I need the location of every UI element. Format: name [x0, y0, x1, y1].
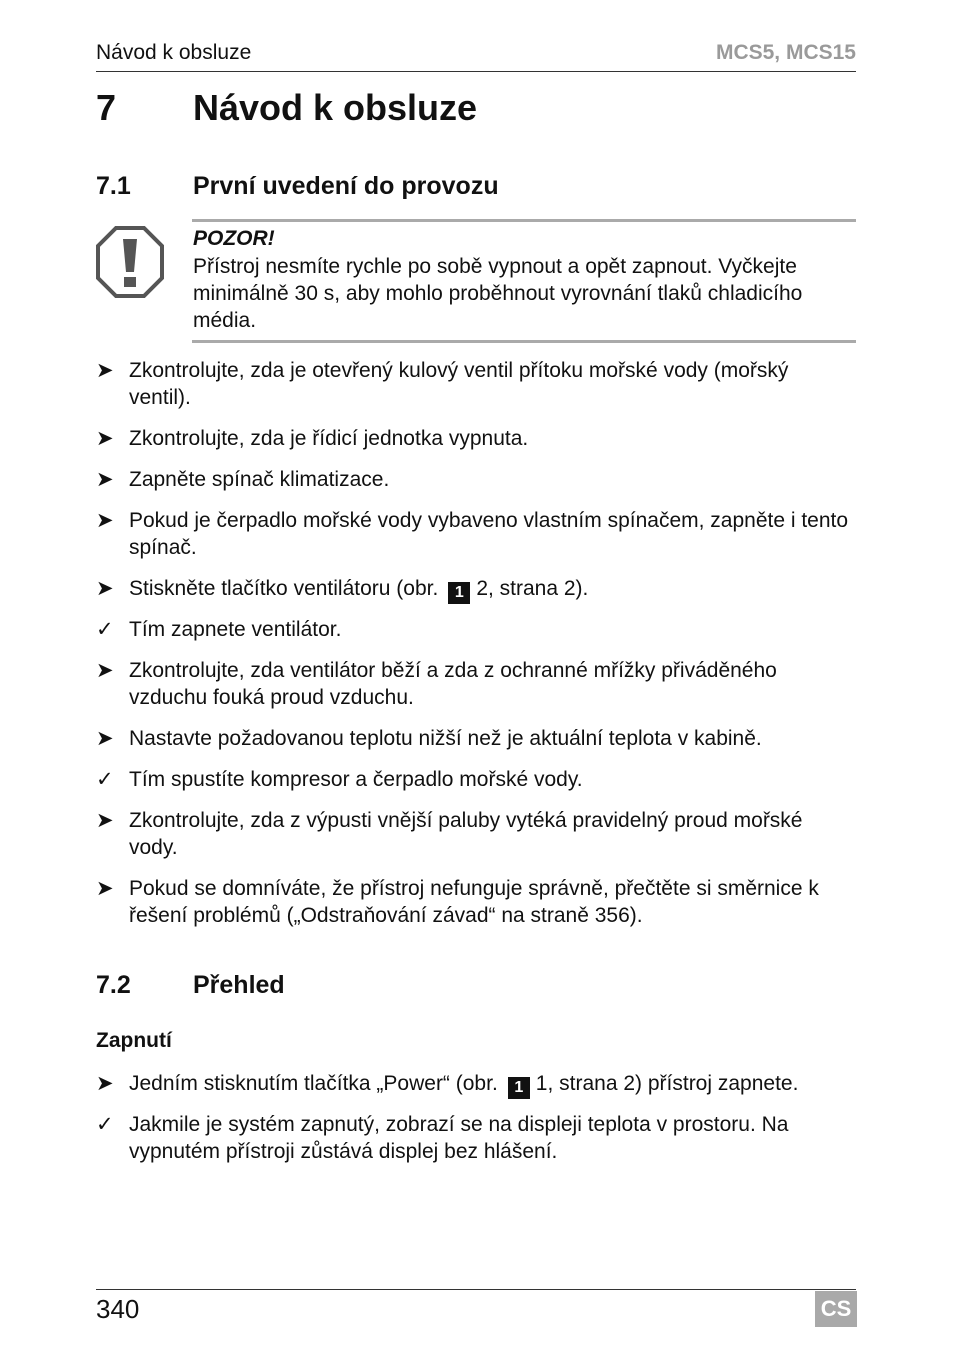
- list-item: [96, 616, 856, 643]
- list-item: [96, 425, 856, 452]
- section-title: Přehled: [193, 971, 285, 999]
- arrow-bullet-icon: ➤: [96, 468, 114, 491]
- running-header-model: MCS5, MCS15: [715, 41, 856, 64]
- list-item-text: [129, 575, 856, 604]
- list-item-text: Pokud se domníváte, že přístroj nefunguje správně, přečtěte si směrnice k řešení problémů („Odstraňování závad“ na straně 356).: [129, 877, 819, 927]
- list-item-text: Zapněte spínač klimatizace.: [129, 468, 390, 491]
- arrow-bullet-icon: ➤: [96, 659, 114, 682]
- check-icon: ✓: [96, 618, 114, 641]
- list-item-text-before: Stiskněte tlačítko ventilátoru (obr.: [129, 577, 439, 600]
- check-icon: ✓: [96, 768, 114, 791]
- figure-ref-badge: 1: [448, 582, 470, 604]
- list-item-text: Tím zapnete ventilátor.: [129, 618, 342, 641]
- arrow-bullet-icon: ➤: [96, 509, 114, 532]
- section-number: 7.2: [96, 971, 131, 999]
- subheading: Zapnutí: [96, 1029, 172, 1052]
- figure-ref-badge: 1: [508, 1077, 530, 1099]
- list-item: [96, 466, 856, 493]
- list-item-text: Nastavte požadovanou teplotu nižší než je aktuální teplota v kabině.: [129, 727, 762, 750]
- list-item: [96, 807, 856, 861]
- check-icon: ✓: [96, 1113, 114, 1136]
- list-item-text: Zkontrolujte, zda z výpusti vnější paluby vytéká pravidelný proud mořské vody.: [129, 809, 803, 859]
- header-divider: [96, 71, 856, 72]
- list-item: [96, 1111, 856, 1165]
- list-item: [96, 657, 856, 711]
- arrow-bullet-icon: ➤: [96, 427, 114, 450]
- list-item-text: Zkontrolujte, zda ventilátor běží a zda z ochranné mřížky přiváděného vzduchu fouká proud vzduchu.: [129, 659, 777, 709]
- list-item: [96, 507, 856, 561]
- list-item-text: Zkontrolujte, zda je otevřený kulový ventil přítoku mořské vody (mořský ventil).: [129, 359, 789, 409]
- arrow-bullet-icon: ➤: [96, 577, 114, 600]
- list-item: [96, 725, 856, 752]
- list-item: [96, 766, 856, 793]
- running-header-title: Návod k obsluze: [96, 41, 252, 64]
- warning-top-rule: [192, 219, 856, 222]
- warning-title: POZOR!: [193, 227, 275, 250]
- list-item-text-before: Jedním stisknutím tlačítka „Power“ (obr.: [129, 1072, 498, 1095]
- arrow-bullet-icon: ➤: [96, 727, 114, 750]
- list-item-text-after: 1, strana 2) přístroj zapnete.: [535, 1072, 799, 1095]
- arrow-bullet-icon: ➤: [96, 359, 114, 382]
- list-item: [96, 357, 856, 411]
- list-item-text: Zkontrolujte, zda je řídicí jednotka vypnuta.: [129, 427, 529, 450]
- section-number: 7.1: [96, 172, 131, 200]
- chapter-title: Návod k obsluze: [193, 87, 478, 128]
- warning-bottom-rule: [192, 340, 856, 343]
- list-item-text: Tím spustíte kompresor a čerpadlo mořské vody.: [129, 768, 583, 791]
- list-item-text: [129, 1070, 856, 1099]
- section-title: První uvedení do provozu: [193, 172, 499, 200]
- arrow-bullet-icon: ➤: [96, 1072, 114, 1095]
- warning-text: Přístroj nesmíte rychle po sobě vypnout a opět zapnout. Vyčkejte minimálně 30 s, aby mohlo proběhnout vyrovnání tlaků chladicího média.: [193, 255, 803, 332]
- list-item-text-after: 2, strana 2).: [476, 577, 589, 600]
- list-item: [96, 1070, 856, 1099]
- warning-exclamation-icon: [96, 226, 164, 298]
- chapter-number: 7: [96, 87, 117, 128]
- list-item-text: Pokud je čerpadlo mořské vody vybaveno vlastním spínačem, zapněte i tento spínač.: [129, 509, 849, 559]
- arrow-bullet-icon: ➤: [96, 877, 114, 900]
- arrow-bullet-icon: ➤: [96, 809, 114, 832]
- list-item: [96, 575, 856, 604]
- footer-divider: [96, 1289, 856, 1290]
- language-badge: CS: [815, 1291, 857, 1327]
- list-item: [96, 875, 856, 929]
- page-number: 340: [96, 1294, 140, 1324]
- list-item-text: Jakmile je systém zapnutý, zobrazí se na displeji teplota v prostoru. Na vypnutém přístroji zůstává displej bez hlášení.: [129, 1113, 789, 1163]
